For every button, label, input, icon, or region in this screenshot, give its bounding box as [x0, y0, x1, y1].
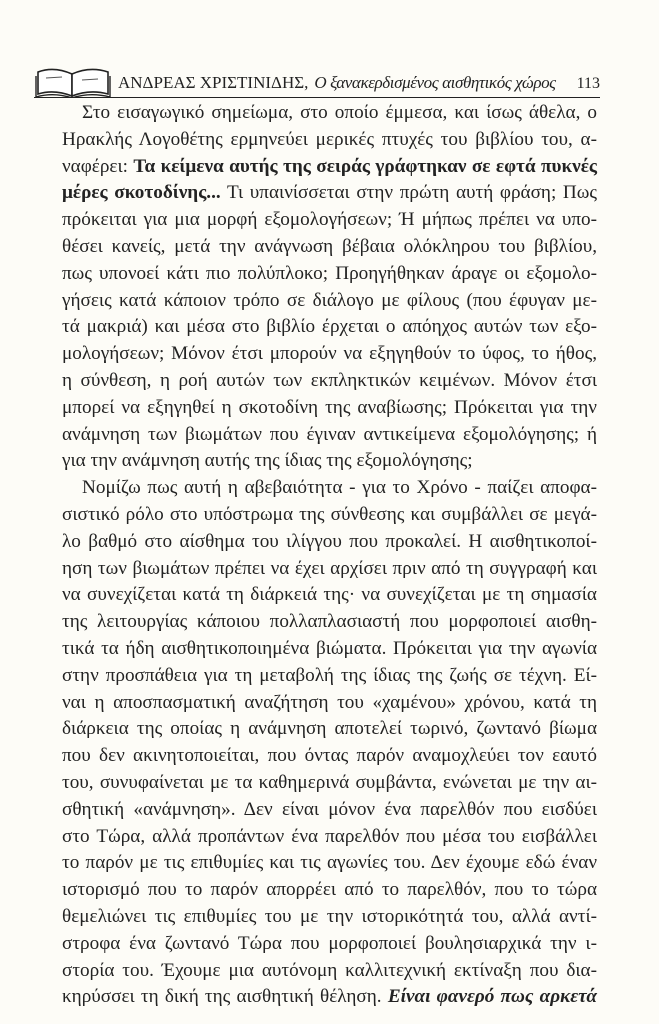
text-line	[62, 582, 597, 609]
text-span: τικά τα ήδη αισθητικοποιημένα βιώματα. Πρόκειται για την αγωνία	[62, 637, 597, 659]
text-span: για την ανάμνηση αυτής της ίδιας της εξομολόγησης;	[62, 450, 473, 472]
text-line	[62, 556, 597, 583]
text-line	[62, 636, 597, 663]
text-line	[62, 824, 597, 851]
text-span: κηρύσσει τη δική της αισθητική θέληση.	[62, 986, 388, 1008]
bold-italic-text: Είναι φανερό πως αρκετά	[387, 986, 597, 1008]
text-span: στορία του. Έχουμε μια αυτόνομη καλλιτεχνική εκτίναξη που δια-	[62, 959, 597, 981]
text-span: του, συνυφαίνεται με τα καθημερινά συμβάντα, ενώνεται με την αι-	[62, 771, 597, 793]
body-text	[62, 100, 597, 1011]
text-line	[62, 663, 597, 690]
bold-quote: Τα κείμενα αυτής της σειράς γράφτηκαν σε εφτά πυκνές	[133, 155, 597, 177]
text-line	[62, 395, 597, 422]
text-line	[62, 877, 597, 904]
text-span: που δεν ακινητοποιείται, που όντας παρόν αναμοχλεύει τον εαυτό	[62, 745, 597, 767]
text-span: ναι η αποσπασματική αναζήτηση του «χαμένου» χρόνου, κατά τη	[62, 691, 597, 713]
text-span: πως υπονοεί κάτι πιο πολύπλοκο; Προηγήθηκαν άραγε οι εξομολο-	[62, 262, 597, 284]
text-span: διάρκεια της οποίας η ανάμνηση αποτελεί τωρινό, ζωντανό βίωμα	[62, 718, 597, 740]
header-author: ΑΝΔΡΕΑΣ ΧΡΙΣΤΙΝΙΔΗΣ,	[118, 73, 309, 92]
text-line	[62, 448, 597, 475]
text-line	[62, 716, 597, 743]
text-span: στροφα ένα ζωντανό Τώρα που μορφοποιεί βουλησιαρχικά την ι-	[62, 932, 597, 954]
text-line	[62, 743, 597, 770]
text-span: τά μακριά) και μέσα στο βιβλίο έρχεται ο απόηχος αυτών των εξο-	[62, 316, 597, 338]
text-line	[62, 314, 597, 341]
open-book-logo-icon	[34, 64, 112, 98]
text-span: ναφέρει:	[62, 155, 134, 177]
text-span: πρόκειται για μια μορφή εξομολογήσεων; Ή μήπως πρέπει να υπο-	[62, 209, 597, 231]
text-span: το παρόν με τις επιθυμίες και τις αγωνίες του. Δεν έχουμε εδώ έναν	[62, 852, 597, 874]
text-span: Νομίζω πως αυτή η αβεβαιότητα - για το Χρόνο - παίζει αποφα-	[82, 477, 597, 499]
text-span: θέσει κανείς, μετά την ανάγνωση βέβαια ολόκληρου του βιβλίου,	[62, 235, 597, 257]
text-span: μπορεί να εξηγηθεί η σκοτοδίνη της αναβίωσης; Πρόκειται για την	[62, 396, 597, 418]
text-line	[62, 154, 597, 181]
text-span: σθητική «ανάμνηση». Δεν είναι μόνον ένα παρελθόν που εισδύει	[62, 798, 597, 820]
text-line	[62, 529, 597, 556]
text-line	[62, 341, 597, 368]
text-line	[62, 797, 597, 824]
text-line	[62, 958, 597, 985]
text-span: μολογήσεων; Μόνον έτσι μπορούν να εξηγηθούν το ύφος, το ήθος,	[62, 343, 597, 365]
text-span: λο βαθμό στο αίσθημα του ιλίγγου που προκαλεί. Η αισθητικοποί-	[62, 530, 597, 552]
text-line	[62, 234, 597, 261]
text-span: ανάμνηση των βιωμάτων που έγιναν αντικείμενα εξομολόγησης; ή	[62, 423, 597, 445]
text-span: να συνεχίζεται κατά τη διάρκειά της· να συνεχίζεται με τη σημασία	[62, 584, 597, 606]
text-line	[62, 261, 597, 288]
text-span: στην προσπάθεια για τη μεταβολή της ίδιας της ζωής σε τέχνη. Εί-	[62, 664, 597, 686]
text-line	[62, 850, 597, 877]
text-line	[62, 100, 597, 127]
text-line	[62, 180, 597, 207]
text-span: Τι υπαινίσσεται στην πρώτη αυτή φράση; Πως	[220, 182, 597, 204]
text-span: Ηρακλής Λογοθέτης ερμηνεύει μερικές πτυχές του βιβλίου του, α-	[62, 128, 597, 150]
bold-quote: μέρες σκοτοδίνης...	[62, 182, 221, 204]
text-line	[62, 422, 597, 449]
text-line	[62, 690, 597, 717]
text-line	[62, 288, 597, 315]
page-number: 113	[576, 75, 600, 92]
text-span: σιστικό ρόλο στο υπόστρωμα της σύνθεσης και συμβάλλει σε μεγά-	[62, 503, 597, 525]
text-line	[62, 207, 597, 234]
text-span: ιστορισμό που το παρόν απορρέει από το παρελθόν, που το τώρα	[62, 879, 597, 901]
header-book-title: Ο ξανακερδισμένος αισθητικός χώρος	[314, 73, 556, 92]
text-line	[62, 475, 597, 502]
text-line	[62, 770, 597, 797]
text-span: η σύνθεση, η ροή αυτών των εκπληκτικών κειμένων. Μόνον έτσι	[62, 369, 597, 391]
text-span: θεμελιώνει τις επιθυμίες του με την ιστορικότητά του, αλλά αντί-	[62, 905, 597, 927]
text-span: ηση των βιωμάτων πρέπει να έχει αρχίσει πριν από τη συγγραφή και	[62, 557, 597, 579]
text-line	[62, 502, 597, 529]
text-span: στο Τώρα, αλλά προπάντων ένα παρελθόν που μέσα του εισβάλλει	[62, 825, 597, 847]
text-line	[62, 984, 597, 1011]
text-line	[62, 904, 597, 931]
text-span: γήσεις κατά κάποιον τρόπο σε διάλογο με φίλους (που έφυγαν με-	[62, 289, 597, 311]
text-span: της λειτουργίας κάποιου πολλαπλασιαστή που μορφοποιεί αισθη-	[62, 611, 597, 633]
running-header	[34, 62, 600, 98]
text-line	[62, 127, 597, 154]
text-line	[62, 609, 597, 636]
text-span: Στο εισαγωγικό σημείωμα, στο οποίο έμμεσα, και ίσως άθελα, ο	[82, 102, 597, 123]
text-line	[62, 368, 597, 395]
text-line	[62, 931, 597, 958]
